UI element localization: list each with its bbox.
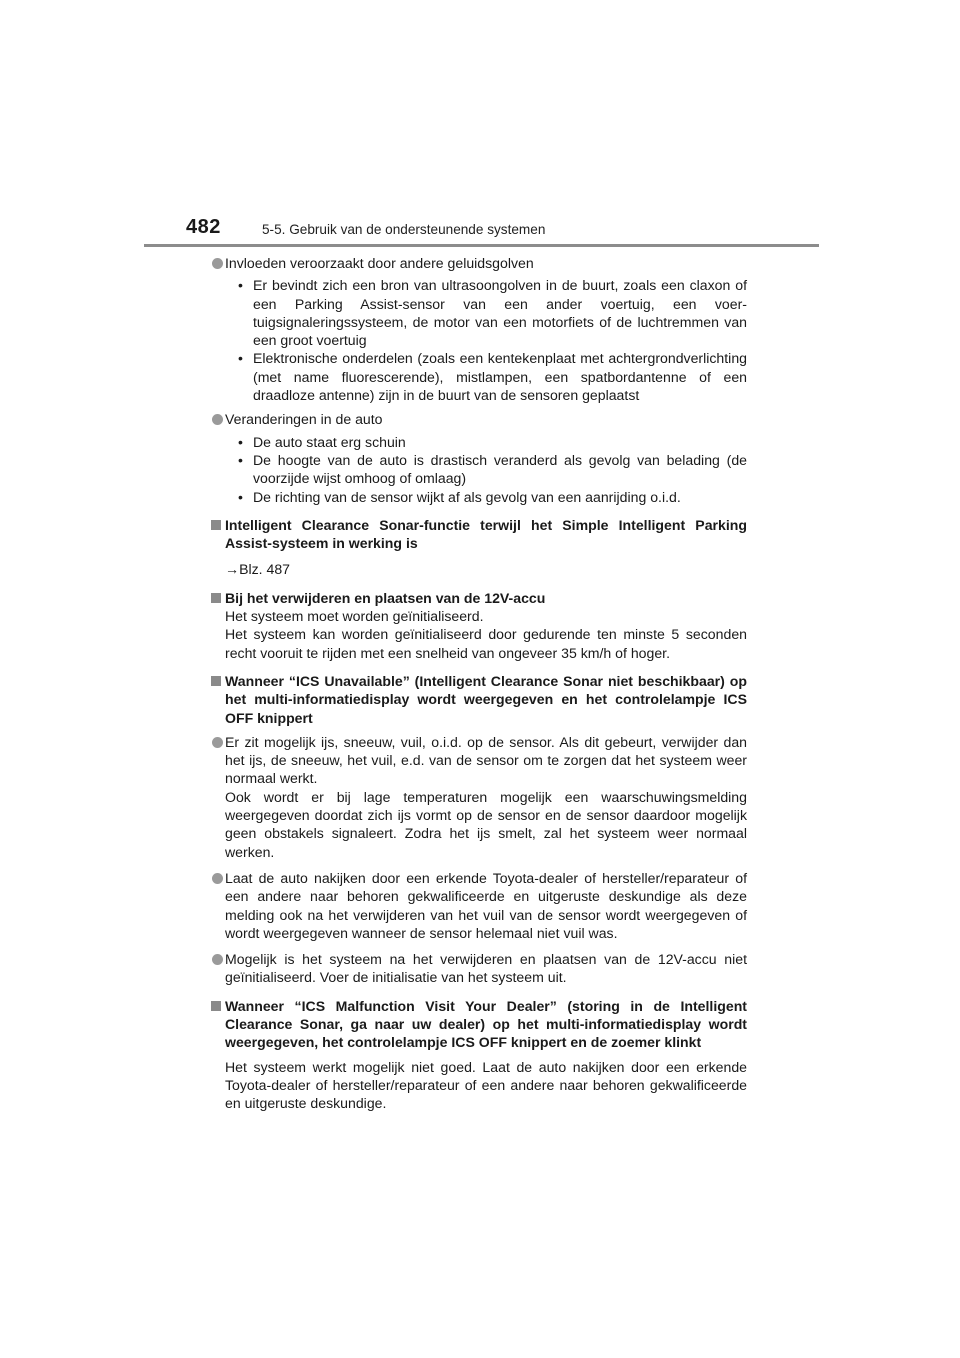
dot-bullet-icon: •: [238, 350, 243, 367]
list-item-text: Elektronische onderdelen (zoals een kentekenplaat met achtergrondverlichting (met name fluorescerende), mistlampen, een spatbordantenne of een draadloze antenne) zijn in de buurt van de sensoren geplaatst: [253, 350, 747, 404]
section-body: [210, 607, 747, 662]
section-heading-text: Intelligent Clearance Sonar-functie terwijl het Simple Intelligent Parking Assist-systeem in werking is: [225, 516, 747, 552]
square-bullet-icon: [211, 593, 221, 603]
section-body: [210, 733, 747, 987]
list-item-text: Er bevindt zich een bron van ultrasoongolven in de buurt, zoals een claxon of een Parking Assist-sensor van een ander voertuig, een voertuigsignaleringssysteem, de motor van een motorfiets of de luchtremmen van een groot voertuig: [253, 277, 747, 349]
page-content: [210, 254, 747, 1112]
page-header: [186, 216, 818, 246]
square-bullet-icon: [211, 1001, 221, 1011]
section-heading: [210, 672, 747, 727]
paragraph: Laat de auto nakijken door een erkende Toyota-dealer of hersteller/reparateur of een andere naar behoren gekwalificeerde en uitgeruste deskundige als deze melding ook na het verwijderen van het vuil van de sensor wordt weergegeven of wordt weergegeven wanneer de sensor helemaal niet vuil was.: [225, 869, 747, 941]
dot-bullet-icon: •: [238, 451, 243, 468]
circle-bullet-icon: [212, 873, 223, 884]
section-body: [210, 1058, 747, 1113]
square-bullet-icon: [211, 520, 221, 530]
list-item-text: De auto staat erg schuin: [253, 433, 406, 450]
paragraph: Mogelijk is het systeem na het verwijderen en plaatsen van de 12V-accu niet geïnitialiseerd. Voer de initialisatie van het systeem uit.: [225, 951, 747, 986]
circle-bullet-icon: [212, 737, 223, 748]
bullet-text: Invloeden veroorzaakt door andere geluidsgolven: [225, 255, 534, 271]
circle-bullet-icon: [212, 414, 223, 425]
circle-bullet-item: [210, 410, 747, 428]
circle-bullet-item: [210, 869, 747, 942]
paragraph: Het systeem werkt mogelijk niet goed. Laat de auto nakijken door een erkende Toyota-dealer of hersteller/reparateur of een andere naar behoren gekwalificeerde en uitgeruste deskundige.: [225, 1058, 747, 1112]
list-item: [225, 433, 747, 451]
paragraph: Er zit mogelijk ijs, sneeuw, vuil, o.i.d. op de sensor. Als dit gebeurt, verwijder dan het ijs, de sneeuw, het vuil, e.d. van de sensor om te zorgen dat het systeem weer normaal werkt.: [225, 733, 747, 787]
section-heading: [210, 997, 747, 1052]
list-item-text: De richting van de sensor wijkt af als gevolg van een aanrijding o.i.d.: [253, 488, 681, 505]
circle-bullet-item: [210, 733, 747, 861]
page-reference: →Blz. 487: [225, 561, 291, 578]
section-heading: [210, 516, 747, 553]
dot-bullet-icon: •: [238, 488, 243, 505]
section-title: 5-5. Gebruik van de ondersteunende systemen: [262, 222, 546, 237]
section-heading-text: Wanneer “ICS Malfunction Visit Your Dealer” (storing in de Intelligent Clearance Sonar, ga naar uw dealer) op het multi-informatiedisplay wordt weergegeven, het controlelampje ICS OFF knippert en de zoemer klinkt: [225, 997, 747, 1051]
sub-list: [225, 276, 747, 404]
page-number: 482: [186, 216, 221, 238]
circle-bullet-icon: [212, 954, 223, 965]
dot-bullet-icon: •: [238, 277, 243, 294]
list-item: [225, 276, 747, 349]
header-divider: [144, 244, 819, 247]
dot-bullet-icon: •: [238, 433, 243, 450]
section-heading: [210, 589, 747, 607]
bullet-text: Veranderingen in de auto: [225, 411, 383, 428]
square-bullet-icon: [211, 676, 221, 686]
list-item-text: De hoogte van de auto is drastisch veranderd als gevolg van belading (de voorzijde wijst omhoog of omlaag): [253, 451, 747, 487]
sub-list: [225, 433, 747, 506]
paragraph: Het systeem kan worden geïnitialiseerd door gedurende ten minste 5 seconden recht vooruit te rijden met een snelheid van ongeveer 35 km/h of hoger.: [225, 626, 747, 661]
list-item: [225, 451, 747, 488]
section-heading-text: Wanneer “ICS Unavailable” (Intelligent Clearance Sonar niet beschikbaar) op het multi-informatiedisplay wordt weergegeven en het controlelampje ICS OFF knippert: [225, 672, 747, 726]
list-item: [225, 349, 747, 404]
paragraph: Ook wordt er bij lage temperaturen mogelijk een waarschuwingsmelding weergegeven doordat zich ijs vormt op de sensor en de sensor daardoor mogelijk geen obstakels signaleert. Zodra het ijs smelt, zal het systeem weer normaal werken.: [225, 788, 747, 860]
paragraph: Het systeem moet worden geïnitialiseerd.: [225, 608, 484, 625]
section-heading-text: Bij het verwijderen en plaatsen van de 12V-accu: [225, 589, 546, 606]
circle-bullet-item: [210, 254, 747, 272]
list-item: [225, 488, 747, 506]
circle-bullet-icon: [212, 258, 223, 269]
circle-bullet-item: [210, 950, 747, 987]
